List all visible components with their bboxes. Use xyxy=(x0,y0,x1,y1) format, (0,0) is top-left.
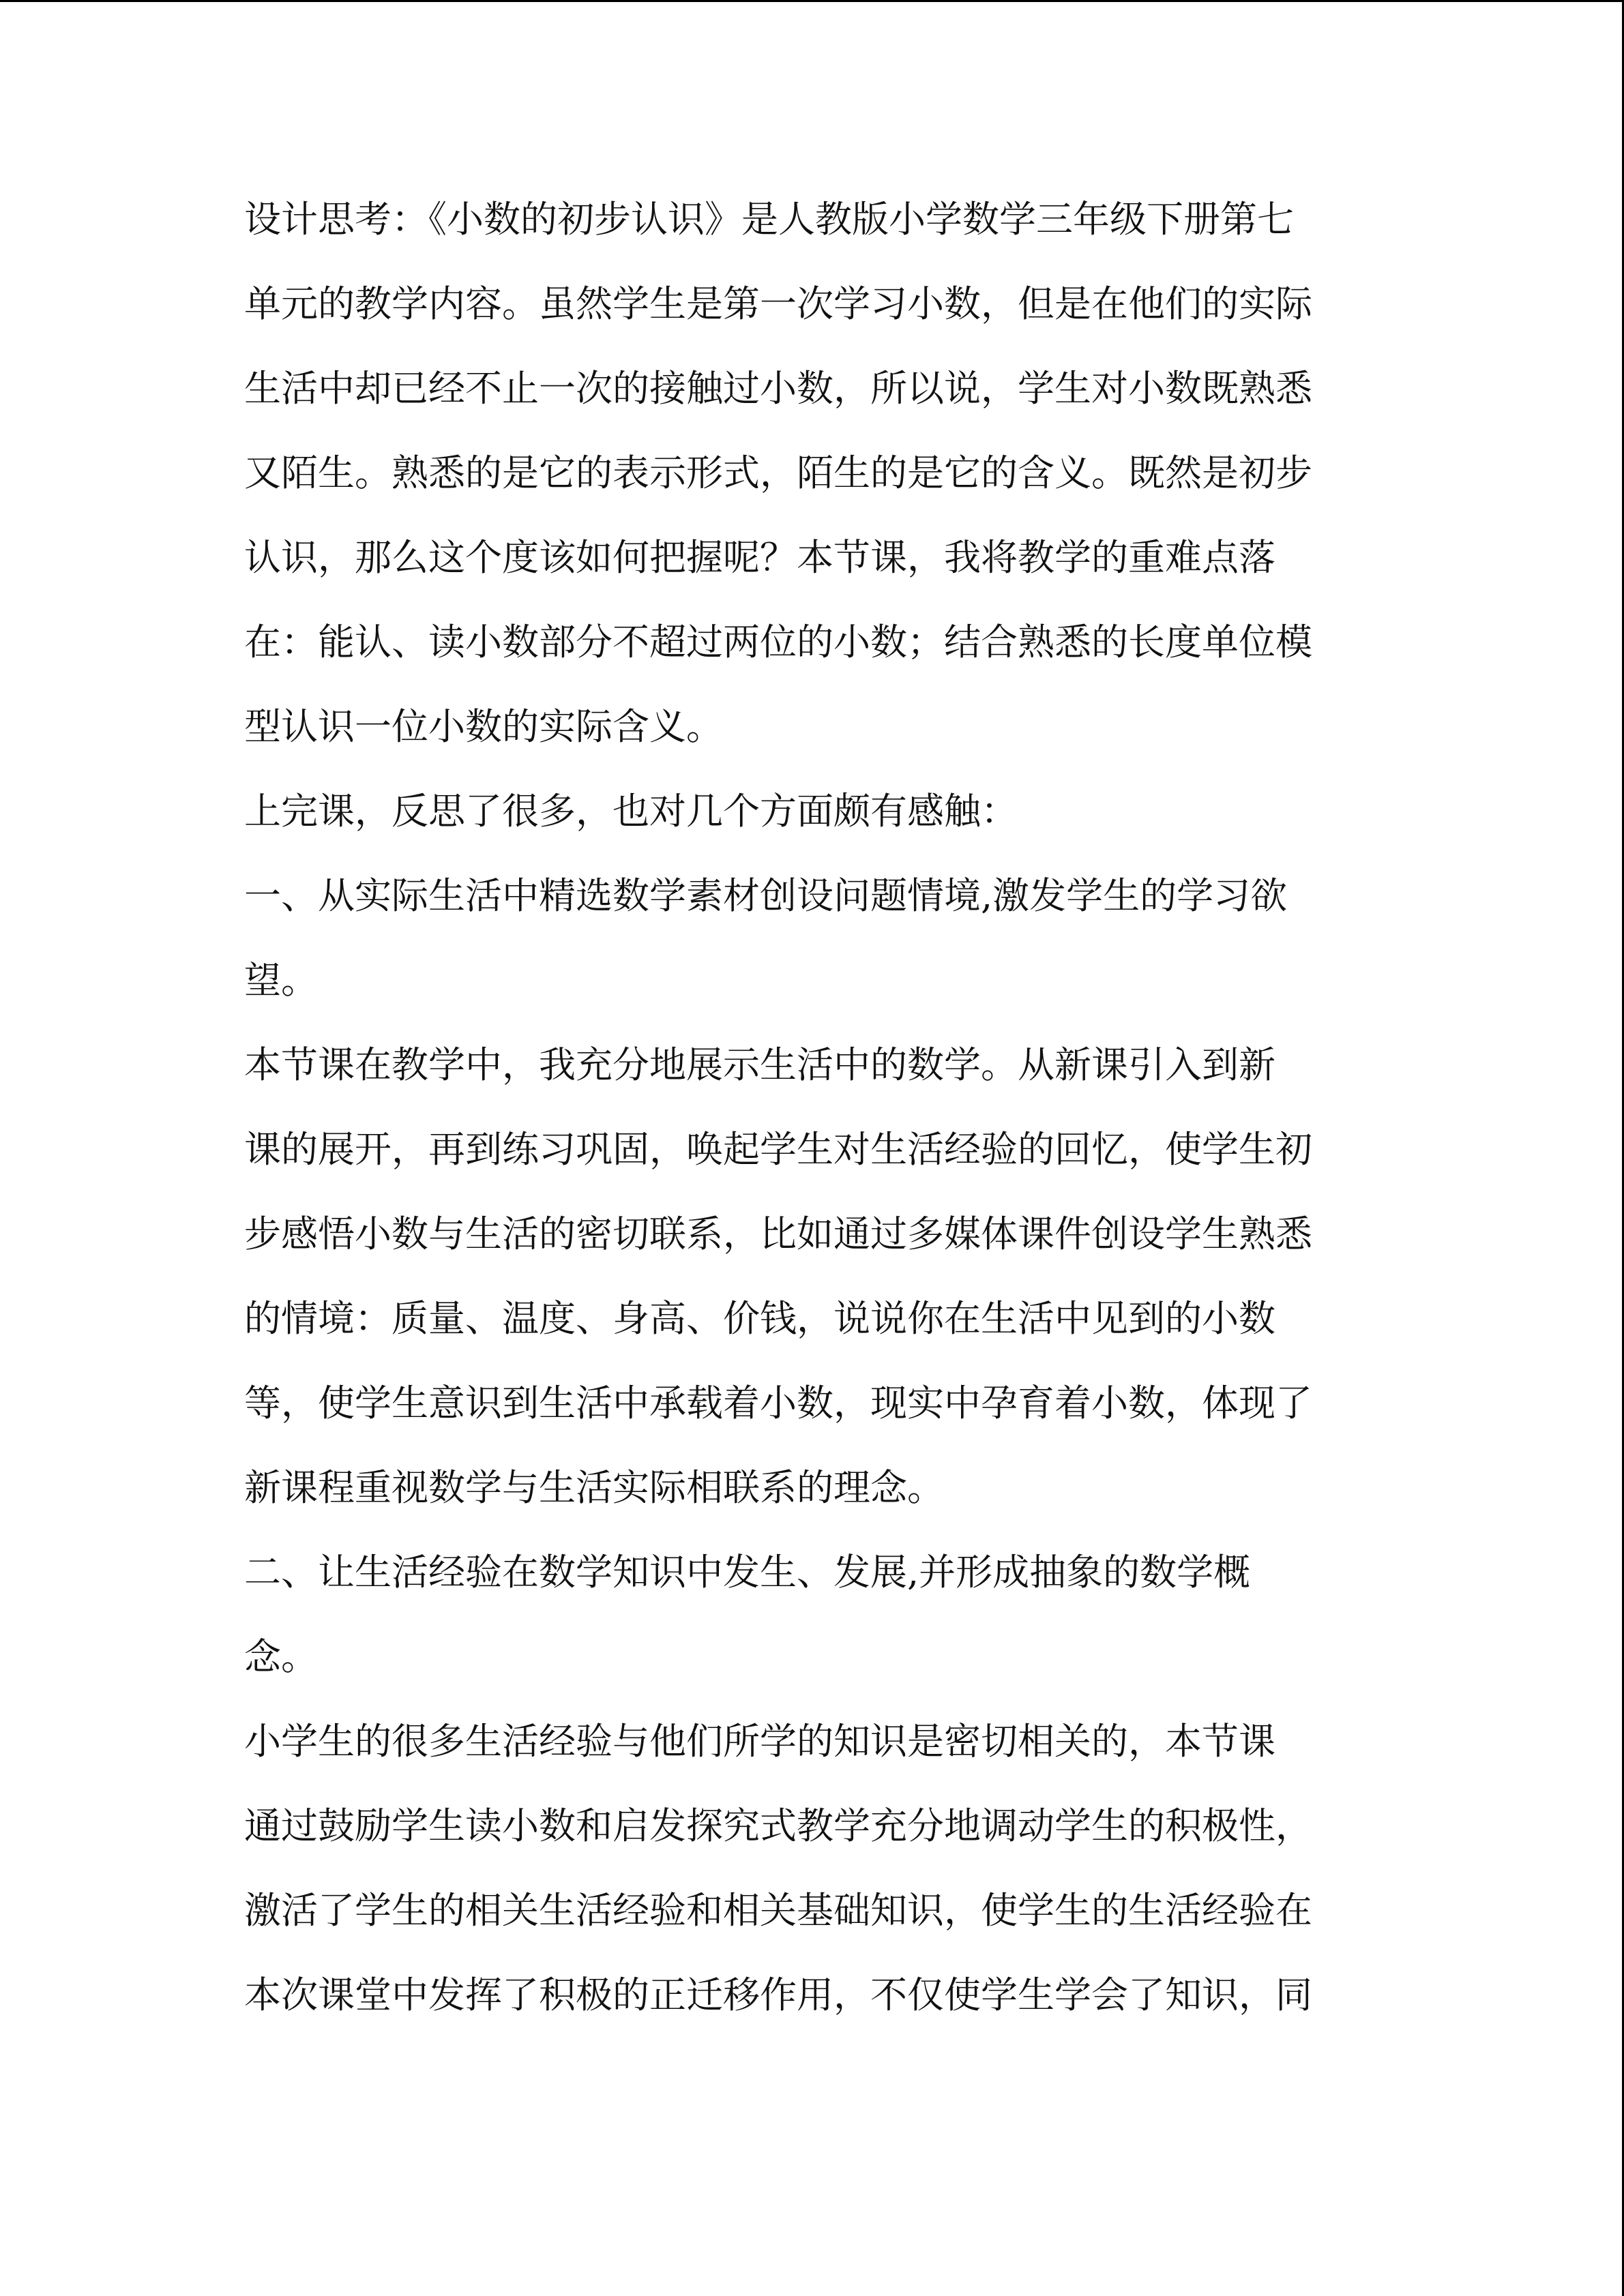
text-line: 本次课堂中发挥了积极的正迁移作用，不仅使学生学会了知识，同 xyxy=(244,1973,1312,2016)
text-line: 设计思考：《小数的初步认识》是人教版小学数学三年级下册第七 xyxy=(244,198,1294,241)
text-line: 步感悟小数与生活的密切联系，比如通过多媒体课件创设学生熟悉 xyxy=(244,1212,1312,1255)
text-line: 等，使学生意识到生活中承载着小数，现实中孕育着小数，体现了 xyxy=(244,1382,1312,1425)
text-line: 通过鼓励学生读小数和启发探究式教学充分地调动学生的积极性， xyxy=(244,1804,1312,1847)
text-line: 本节课在教学中，我充分地展示生活中的数学。从新课引入到新 xyxy=(244,1043,1275,1086)
text-line: 小学生的很多生活经验与他们所学的知识是密切相关的，本节课 xyxy=(244,1720,1275,1763)
text-line: 课的展开，再到练习巩固，唤起学生对生活经验的回忆，使学生初 xyxy=(244,1128,1312,1171)
section-heading-line: 一、从实际生活中精选数学素材创设问题情境,激发学生的学习欲 xyxy=(244,874,1288,917)
page-border-top xyxy=(0,0,1624,2)
text-line: 又陌生。熟悉的是它的表示形式，陌生的是它的含义。既然是初步 xyxy=(244,451,1312,494)
text-line: 单元的教学内容。虽然学生是第一次学习小数，但是在他们的实际 xyxy=(244,282,1312,325)
text-line: 的情境：质量、温度、身高、价钱，说说你在生活中见到的小数 xyxy=(244,1297,1275,1340)
text-line: 上完课，反思了很多，也对几个方面颇有感触： xyxy=(244,790,1018,833)
text-line: 认识，那么这个度该如何把握呢？本节课，我将教学的重难点落 xyxy=(244,536,1275,579)
section-heading-line: 望。 xyxy=(244,959,318,1002)
section-heading-line: 念。 xyxy=(244,1635,318,1678)
text-line: 型认识一位小数的实际含义。 xyxy=(244,705,723,748)
section-heading-line: 二、让生活经验在数学知识中发生、发展,并形成抽象的数学概 xyxy=(244,1551,1251,1594)
text-line: 生活中却已经不止一次的接触过小数，所以说，学生对小数既熟悉 xyxy=(244,367,1312,410)
text-line: 激活了学生的相关生活经验和相关基础知识，使学生的生活经验在 xyxy=(244,1889,1312,1932)
text-line: 在：能认、读小数部分不超过两位的小数；结合熟悉的长度单位模 xyxy=(244,621,1312,664)
text-line: 新课程重视数学与生活实际相联系的理念。 xyxy=(244,1466,944,1509)
